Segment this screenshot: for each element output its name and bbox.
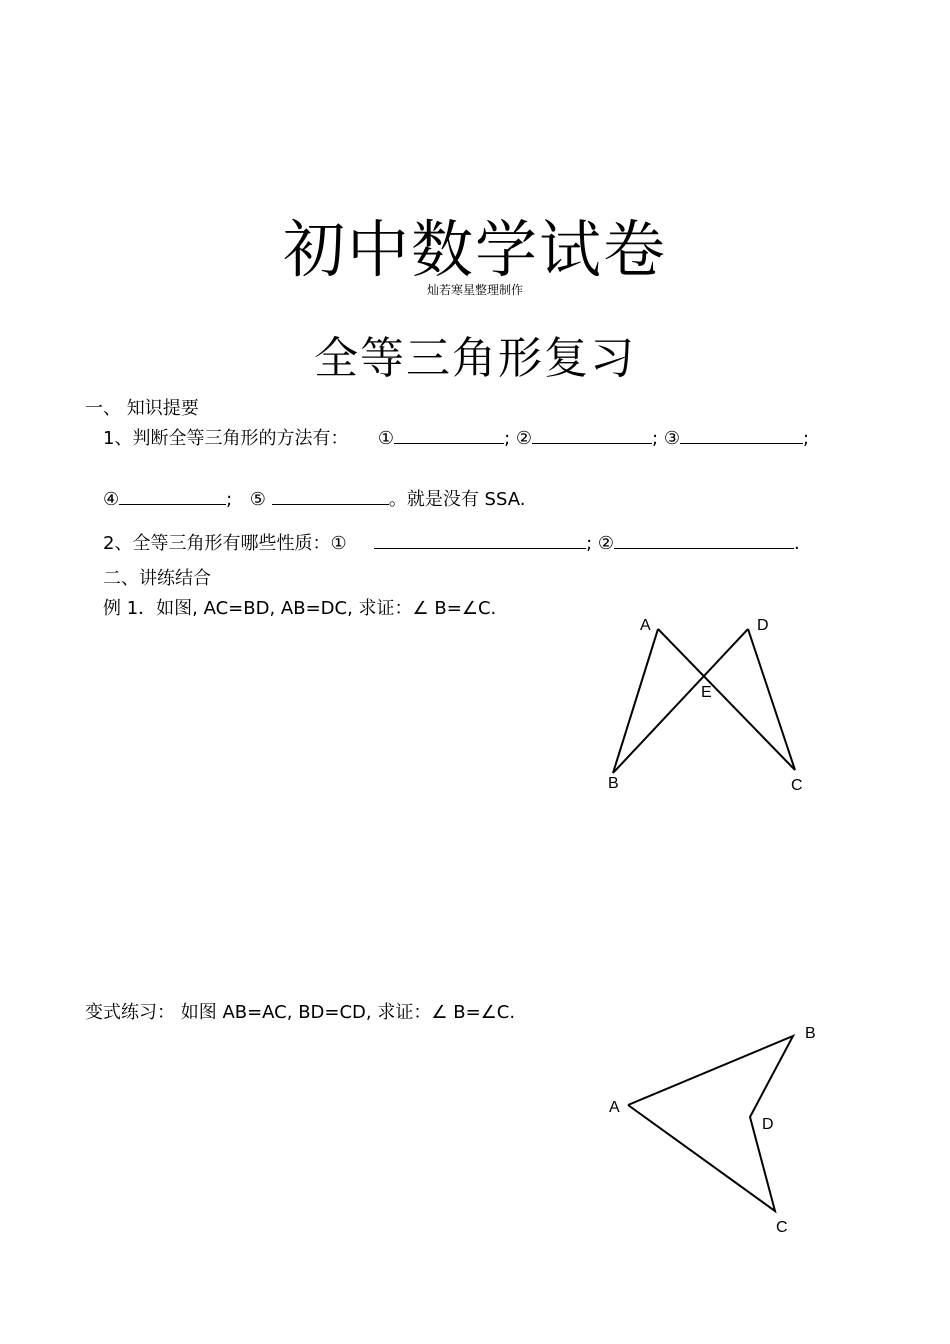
separator: ; [504,428,511,449]
question-1-suffix: 。就是没有 SSA. [388,489,526,510]
label-c: C [776,1219,788,1236]
label-a: A [640,617,651,634]
question-1-line-1 [103,424,809,450]
label-d: D [762,1116,774,1133]
section1-title: 一、 知识提要 [85,398,199,419]
blank-6 [374,532,586,549]
circle-5: ⑤ [249,489,266,510]
label-c: C [791,777,803,794]
separator: ; [652,428,659,449]
blank-5 [272,488,389,505]
segment-ac [658,629,795,770]
question-2-prefix: 2、全等三角形有哪些性质：① [103,533,347,554]
blank-7 [614,532,794,549]
circle-4: ④ [103,489,120,510]
separator: ; [586,533,593,554]
label-d: D [757,617,769,634]
blank-3 [680,427,803,444]
blank-1 [394,427,504,444]
label-b: B [805,1025,816,1042]
blank-2 [532,427,652,444]
separator: ; [226,489,233,510]
question-1-line-2 [103,485,525,511]
circle-2: ② [515,428,533,449]
label-b: B [608,775,619,792]
section2-title: 二、讲练结合 [103,568,211,589]
circle-q2-2: ② [597,533,615,554]
separator: ; [802,428,810,449]
page-subtitle: 灿若寒星整理制作 [426,283,523,297]
label-a: A [609,1099,620,1116]
question-2-line [103,529,800,555]
label-e: E [701,684,712,701]
page-title: 初中数学试卷 [282,213,667,286]
variant-exercise-text: 变式练习： 如图 AB=AC, BD=CD, 求证：∠ B=∠C. [85,1002,516,1023]
segment-ab [613,629,658,773]
section-heading: 全等三角形复习 [314,333,636,384]
figure-1-lines [613,629,795,773]
question-2-end: . [794,533,800,554]
circle-3: ③ [663,428,680,449]
segment-dc [748,629,795,770]
figure-1-diagram [595,610,825,800]
figure-2-diagram [600,1015,830,1245]
circle-1: ① [377,428,395,449]
blank-4 [119,488,226,505]
question-1-prefix: 1、判断全等三角形的方法有： [103,428,349,449]
example-1-text: 例 1．如图, AC=BD, AB=DC, 求证：∠ B=∠C. [103,598,497,619]
